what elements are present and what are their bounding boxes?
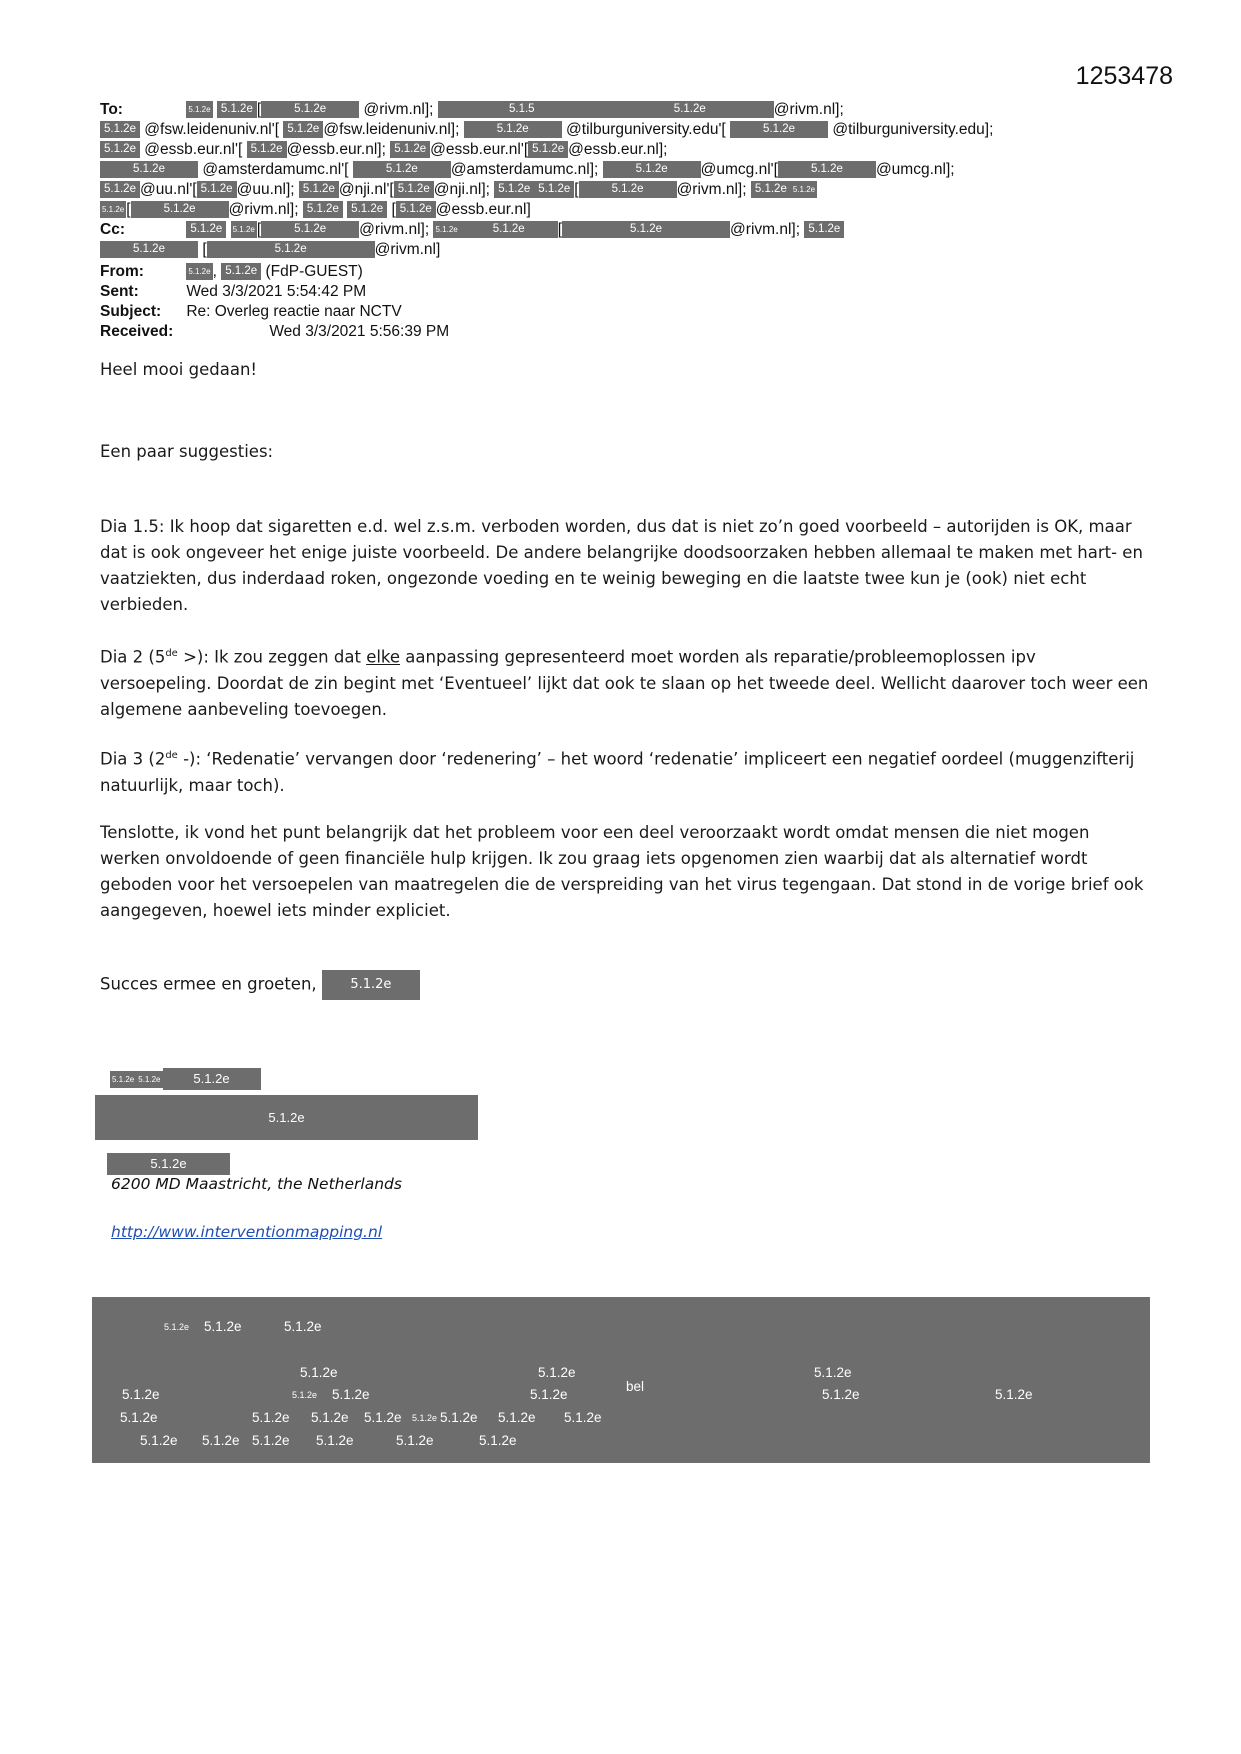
email-domain: @umcg.nl'[ [700,161,778,178]
redaction: 5.1.2e [231,221,257,238]
email-domain: @tilburguniversity.edu'[ [566,121,726,138]
redaction: 5.1.2e [494,181,534,198]
redaction: 5.1.2e [396,201,436,218]
subject-value: Re: Overleg reactie naar NCTV [186,303,402,320]
redaction: 5.1.2e [579,181,677,198]
redaction-code: 5.1.2e [252,1433,290,1448]
superscript: de [165,648,178,659]
email-domain: @uu.nl'[ [139,181,197,198]
email-domain: @rivm.nl]; [228,201,299,218]
redaction-code: 5.1.2e [292,1390,318,1400]
redaction: 5.1.2e [261,221,359,238]
to-line-4 [100,160,1100,180]
email-bracket: [ [256,221,262,238]
sent-value: Wed 3/3/2021 5:54:42 PM [186,283,367,300]
redaction-code: 5.1.2e [498,1410,536,1425]
document-number: 1253478 [1075,62,1173,90]
redaction-code: 5.1.2e [564,1410,602,1425]
redaction-code: 5.1.2e [284,1319,322,1334]
redaction: 5.1.2e [299,181,339,198]
sent-label: Sent: [100,283,139,300]
redaction-code: 5.1.2e [300,1365,338,1380]
redaction-code: 5.1.2e [995,1387,1033,1402]
to-line-3 [100,140,1100,160]
redaction: 5.1.2e [606,101,774,118]
redaction: 5.1.2e [186,221,226,238]
closing [100,970,420,1000]
underlined-word: elke [366,647,401,667]
redaction-code: 5.1.2e [822,1387,860,1402]
redaction-code: 5.1.2e [120,1410,158,1425]
signature-address: 6200 MD Maastricht, the Netherlands [111,1175,402,1193]
redaction: 5.1.2e [433,221,459,238]
redaction-code: 5.1.2e [396,1433,434,1448]
redaction: 5.1.2e [751,181,791,198]
redaction-code: 5.1.2e [140,1433,178,1448]
paragraph-dia-3 [100,743,1150,799]
redaction: 5.1.2e [603,161,701,178]
intro: Een paar suggesties: [100,442,274,461]
redaction-code: 5.1.2e [202,1433,240,1448]
signature-address-line [107,1153,230,1175]
signature-redaction-block: 5.1.2e [95,1095,478,1140]
redaction: 5.1.2e [131,201,229,218]
redaction: 5.1.2e [100,181,140,198]
to-label: To: [100,101,123,118]
redaction-code: 5.1.2e [122,1387,160,1402]
redaction: 5.1.2e [100,141,140,158]
email-domain: @amsterdamumc.nl]; [450,161,599,178]
website-link[interactable]: http://www.interventionmapping.nl [111,1223,383,1241]
email-domain: @essb.eur.nl]; [568,141,668,158]
email-domain: @essb.eur.nl]; [286,141,386,158]
redaction: 5.1.2e [100,241,198,258]
redaction: 5.1.2e [390,141,430,158]
redaction: 5.1.2e [197,181,237,198]
cc-label: Cc: [100,221,125,238]
email-domain: @fsw.leidenuniv.nl]; [323,121,460,138]
text: aanpassing gepresenteerd moet worden als reparatie/probleemoplossen ipv versoepeling. Doordat de zin begint met ‘Eventueel’ lijkt dat ook te slaan op het tweede deel. Wellicht daarover toch weer een algemene aanbeveling toevoegen. [100,647,1149,719]
redaction: 5.1.2e [562,221,730,238]
to-line-2 [100,120,1100,140]
received-value: Wed 3/3/2021 5:56:39 PM [269,323,450,340]
email-bracket: [ [391,201,396,218]
email-bracket: [ [202,241,207,258]
email-domain: @essb.eur.nl'[ [430,141,529,158]
email-domain: @essb.eur.nl] [435,201,531,218]
email-domain: @fsw.leidenuniv.nl'[ [144,121,280,138]
email-domain: @rivm.nl]; [676,181,747,198]
email-domain: @tilburguniversity.edu]; [832,121,994,138]
from-row: From: 5.1.2e , 5.1.2e (FdP-GUEST) [100,263,363,280]
redaction: 5.1.2e [460,221,558,238]
text: >): Ik zou zeggen dat [177,647,367,667]
email-domain: @nji.nl]; [433,181,490,198]
redaction: 5.1.2e [107,1153,230,1175]
superscript: de [165,750,178,761]
email-domain: @rivm.nl]; [730,221,801,238]
redaction: 5.1.2e [394,181,434,198]
redaction-code: 5.1.2e [204,1319,242,1334]
email-domain: @umcg.nl]; [875,161,955,178]
to-line-6: 5.1.2e [ 5.1.2e @rivm.nl]; 5.1.2e 5.1.2e [ 5.1.2e @essb.eur.nl] [102,201,531,218]
email-recipients [100,100,1100,260]
redaction-code: 5.1.2e [316,1433,354,1448]
greeting: Heel mooi gedaan! [100,360,258,379]
redaction: 5.1.2e [804,221,844,238]
redaction: 5.1.2e [303,201,343,218]
paragraph-tenslotte: Tenslotte, ik vond het punt belangrijk dat het probleem voor een deel veroorzaakt wordt omdat mensen die niet mogen werken onvoldoende of geen financiële hulp krijgen. Ik zou graag iets opgenomen zien waarbij dat als alternatief wordt geboden voor het versoepelen van maatregelen die de verspreiding van het virus tegengaan. Dat stond in de vorige brief ook aangegeven, hoewel iets minder expliciet. [100,823,1144,920]
email-domain: @rivm.nl] [374,241,441,258]
redaction-code: 5.1.2e [538,1365,576,1380]
redaction: 5.1.2e [353,161,451,178]
footer-redaction-block [92,1297,1150,1463]
email-domain: @uu.nl]; [236,181,295,198]
redaction: 5.1.2e [778,161,876,178]
text: Succes ermee en groeten, [100,974,317,994]
paragraph-dia-1-5: Dia 1.5: Ik hoop dat sigaretten e.d. wel z.s.m. verboden worden, dus dat is niet zo’n goed voorbeeld – autorijden is OK, maar dat is ook ongeveer het enige juiste voorbeeld. De andere belangrijke doodsoorzaken hebben allemaal te maken met hart- en vaatziekten, dus inderdaad roken, ongezonde voeding en te weinig beweging en die laatste twee kun je (ook) niet echt verbieden. [100,517,1143,614]
redaction-code: 5.1.2e [332,1387,370,1402]
redaction: 5.1.2e [528,141,568,158]
subject-label: Subject: [100,303,162,320]
redaction-code: 5.1.2e [530,1387,568,1402]
email-bracket: [ [557,221,563,238]
redaction: 5.1.2e [207,241,375,258]
redaction: 5.1.2e [163,1068,261,1090]
redaction: 5.1.2e [261,101,359,118]
cc-line-1 [100,220,1100,240]
email-meta [100,262,449,342]
text: -): ‘Redenatie’ vervangen door ‘redenering’ – het woord ‘redenatie’ impliceert een negatief oordeel (muggenzifterij natuurlijk, maar toch). [100,749,1135,795]
email-domain: @amsterdamumc.nl'[ [202,161,349,178]
cc-line-2 [100,240,1100,260]
redaction: 5.1.2e [221,263,261,280]
text: Dia 3 (2 [100,749,166,769]
footer-fragment: bel [626,1379,645,1394]
subject-row [100,302,449,322]
redaction: 5.1.2e [464,121,562,138]
sent-row [100,282,449,302]
redaction: 5.1.2e [283,121,323,138]
redaction-code: 5.1.2e [364,1410,402,1425]
email-domain: @nji.nl'[ [338,181,394,198]
email-domain: @rivm.nl]; [773,101,844,118]
paragraph-dia-2 [100,641,1150,723]
text: Dia 2 (5 [100,647,166,667]
from-value: (FdP-GUEST) [265,263,363,280]
email-domain: @rivm.nl]; [363,101,434,118]
redaction: 5.1.2e [322,970,420,1000]
redaction: 5.1.2e [791,181,817,198]
redaction: 5.1.2e [347,201,387,218]
redaction-code: 5.1.2e [479,1433,517,1448]
to-line-5: 5.1.2e @uu.nl'[ 5.1.2e @uu.nl]; 5.1.2e @nji.nl'[ 5.1.2e @nji.nl]; 5.1.2e 5.1.2e [ 5.1.2e @rivm.nl]; 5.1.2e 5.1.2e [100,180,1100,200]
redaction-code: 5.1.2e [440,1410,478,1425]
redaction: 5.1.2e [100,121,140,138]
redaction: 5.1.5 [438,101,606,118]
redaction: 5.1.2e [730,121,828,138]
redaction: 5.1.2e [110,1071,136,1088]
redaction-code: 5.1.2e [814,1365,852,1380]
received-label: Received: [100,323,174,340]
from-label: From: [100,263,144,280]
redaction: 5.1.2e [100,201,126,218]
redaction: 5.1.2e [100,161,198,178]
redaction: 5.1.2e [534,181,574,198]
redaction-code: 5.1.2e [311,1410,349,1425]
to-line-1: To: 5.1.2e 5.1.2e [ 5.1.2e @rivm.nl]; 5.1.5 5.1.2e @rivm.nl]; [100,101,844,118]
email-domain: @essb.eur.nl'[ [144,141,243,158]
redaction: 5.1.2e [136,1071,162,1088]
redaction: 5.1.2e [247,141,287,158]
redaction-code: 5.1.2e [164,1322,190,1332]
email-domain: @rivm.nl]; [359,221,430,238]
received-row [100,322,449,342]
redaction: 5.1.2e [217,101,257,118]
redaction-code: 5.1.2e [412,1413,438,1423]
signature-name [110,1068,261,1090]
redaction: 5.1.2e [186,263,212,280]
redaction-code: 5.1.2e [252,1410,290,1425]
redaction: 5.1.2e [186,101,212,118]
